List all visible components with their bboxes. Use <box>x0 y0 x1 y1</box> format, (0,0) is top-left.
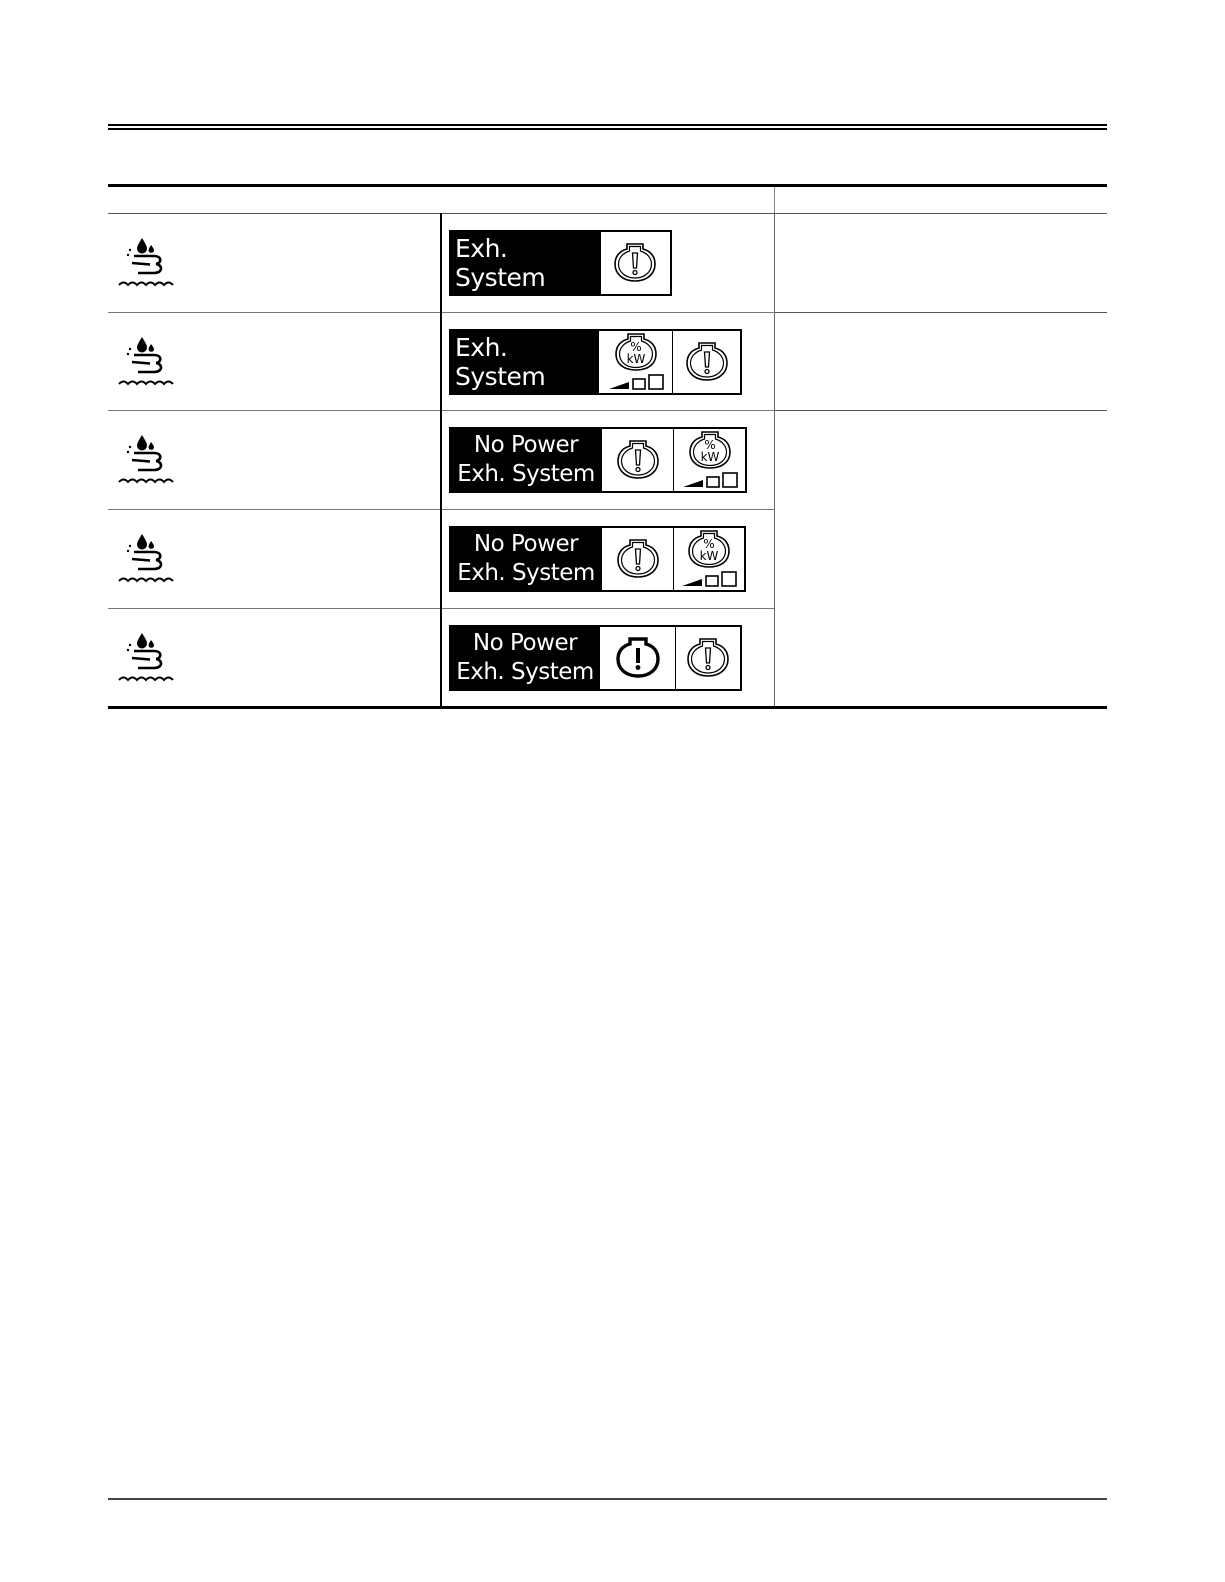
symbol-cell <box>108 510 441 609</box>
bottom-rule <box>108 1498 1107 1500</box>
symbol-cell <box>108 609 441 708</box>
engine-service-warning-icon <box>612 238 658 288</box>
display-cell <box>441 313 774 411</box>
panel-label-line2: Exh. System <box>455 332 546 391</box>
panel-label <box>451 429 601 491</box>
indicator-table <box>108 184 1107 709</box>
display-panel <box>449 427 747 493</box>
table-row <box>108 214 1107 313</box>
top-rule-upper <box>108 124 1107 126</box>
table-header-row <box>108 186 1107 214</box>
engine-power-reduction-icon <box>677 429 743 491</box>
engine-service-warning-icon <box>615 534 661 584</box>
engine-warning-icon <box>615 633 661 683</box>
icon-cell <box>673 528 744 590</box>
icon-cell <box>673 429 745 491</box>
symbol-cell <box>108 411 441 510</box>
display-panel <box>449 329 742 395</box>
panel-label-line2: Exh. System <box>457 560 595 586</box>
panel-label <box>451 331 598 393</box>
exhaust-water-drop-icon <box>116 630 178 686</box>
exhaust-water-drop-icon <box>116 432 178 488</box>
header-right <box>774 186 1107 214</box>
description-cell <box>774 313 1107 411</box>
top-rule-lower <box>108 128 1107 130</box>
display-panel <box>449 625 742 691</box>
icon-cell <box>598 331 672 393</box>
panel-label-line2: Exh. System <box>457 461 595 487</box>
display-cell <box>441 411 774 510</box>
table-row <box>108 313 1107 411</box>
engine-power-reduction-icon <box>676 528 742 590</box>
icon-cell <box>600 232 670 294</box>
description-cell <box>774 411 1107 708</box>
panel-label-line1: No Power <box>473 531 579 557</box>
icon-cell <box>672 331 740 393</box>
display-panel <box>449 230 672 296</box>
symbol-cell <box>108 214 441 313</box>
description-cell <box>774 214 1107 313</box>
icon-cell <box>599 627 675 689</box>
engine-service-warning-icon <box>684 337 730 387</box>
panel-label-line1: No Power <box>472 629 578 656</box>
exhaust-water-drop-icon <box>116 334 178 390</box>
table-row <box>108 411 1107 510</box>
panel-label-line2: Exh. System <box>456 658 594 685</box>
panel-label <box>451 528 601 590</box>
display-cell <box>441 214 774 313</box>
display-cell <box>441 609 774 708</box>
engine-service-warning-icon <box>615 435 661 485</box>
header-left <box>108 186 774 214</box>
exhaust-water-drop-icon <box>116 531 178 587</box>
display-cell <box>441 510 774 609</box>
panel-label <box>451 232 600 294</box>
panel-label-line1: No Power <box>473 432 579 458</box>
engine-power-reduction-icon <box>603 331 669 393</box>
engine-service-warning-icon <box>685 633 731 683</box>
display-panel <box>449 526 746 592</box>
panel-label-line2: Exh. System <box>455 234 546 292</box>
icon-cell <box>675 627 740 689</box>
symbol-cell <box>108 313 441 411</box>
icon-cell <box>601 528 673 590</box>
panel-label <box>451 627 599 689</box>
icon-cell <box>601 429 673 491</box>
exhaust-water-drop-icon <box>116 235 178 291</box>
